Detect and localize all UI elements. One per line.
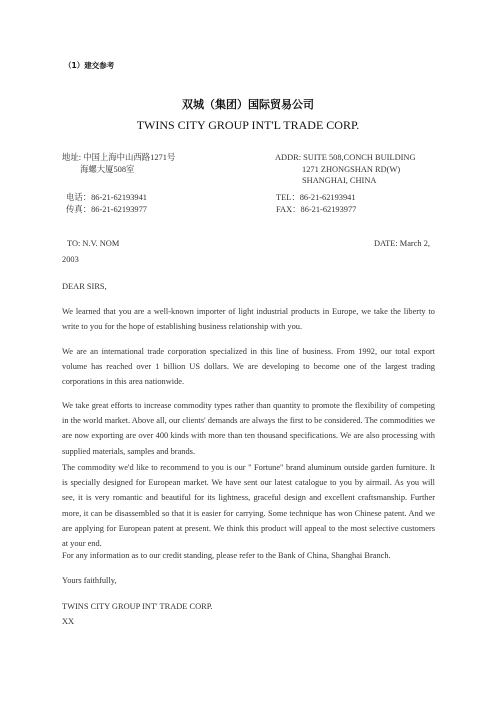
recipient-line: TO: N.V. NOM [67, 239, 120, 248]
signature-company: TWINS CITY GROUP INT' TRADE CORP. [62, 602, 213, 611]
phone-cn: 电话：86-21-62193941 [66, 193, 147, 202]
contact-english [276, 192, 356, 215]
address-english [275, 152, 416, 187]
paragraph-commodities: We take great efforts to increase commodity types rather than quantity to promote the flexibility of competing in the world market. Above all, our clients' demands are always the first to be considered. The commodities we are now exporting are over 400 kinds with more than ten thousand specifications. We are also processing with supplied materials, samples and brands. [62, 401, 435, 456]
contact-chinese [66, 192, 147, 215]
salutation: DEAR SIRS, [62, 282, 107, 291]
date-line: DATE: March 2, [373, 239, 430, 248]
paragraph-credit-reference: For any information as to our credit standing, please refer to the Bank of China, Shanghai Branch. [62, 551, 391, 560]
company-name-english: TWINS CITY GROUP INT'L TRADE CORP. [136, 118, 360, 132]
phone-en: TEL：86-21-62193941 [276, 193, 356, 202]
address-cn-line1: 地址: 中国上海中山西路1271号 [62, 153, 176, 162]
address-cn-line2: 海螺大厦508室 [80, 164, 135, 174]
address-en-line1: ADDR: SUITE 508,CONCH BUILDING [275, 153, 416, 162]
paragraph-product-recommendation: The commodity we'd like to recommend to you is our " Fortune" brand aluminum outside garden furniture. It is specially designed for European market. We have sent our latest catalogue to you by airmail. As you will see, it is very romantic and beautiful for its lightness, graceful design and excellent craftsmanship. Further more, it can be disassembled so that it is easier for carrying. Some technique has won Chinese patent. And we are applying for European patent at present. We think this product will appeal to the most selective customers at your end. [62, 463, 435, 549]
paragraph-company-profile: We are an international trade corporation specialized in this line of business. From 1992, our total export volume has reached over 1 billion US dollars. We are developing to become one of the largest trading corporations in this area nationwide. [62, 347, 435, 387]
address-chinese [62, 152, 175, 175]
company-name-chinese: 双城（集团）国际贸易公司 [182, 98, 314, 111]
fax-en: FAX：86-21-62193977 [276, 204, 357, 214]
signature-name: XX [62, 617, 75, 626]
date-year: 2003 [62, 255, 79, 264]
closing: Yours faithfully, [62, 576, 117, 585]
address-en-line3: SHANGHAI, CHINA [302, 176, 377, 185]
section-heading: （1）建交参考 [64, 61, 115, 70]
address-en-line2: 1271 ZHONGSHAN RD(W) [302, 164, 401, 174]
paragraph-intro: We learned that you are a well-known importer of light industrial products in Europe, we take the liberty to write to you for the hope of establishing business relationship with you. [62, 307, 435, 332]
fax-cn: 传真：86-21-62193977 [66, 204, 147, 214]
